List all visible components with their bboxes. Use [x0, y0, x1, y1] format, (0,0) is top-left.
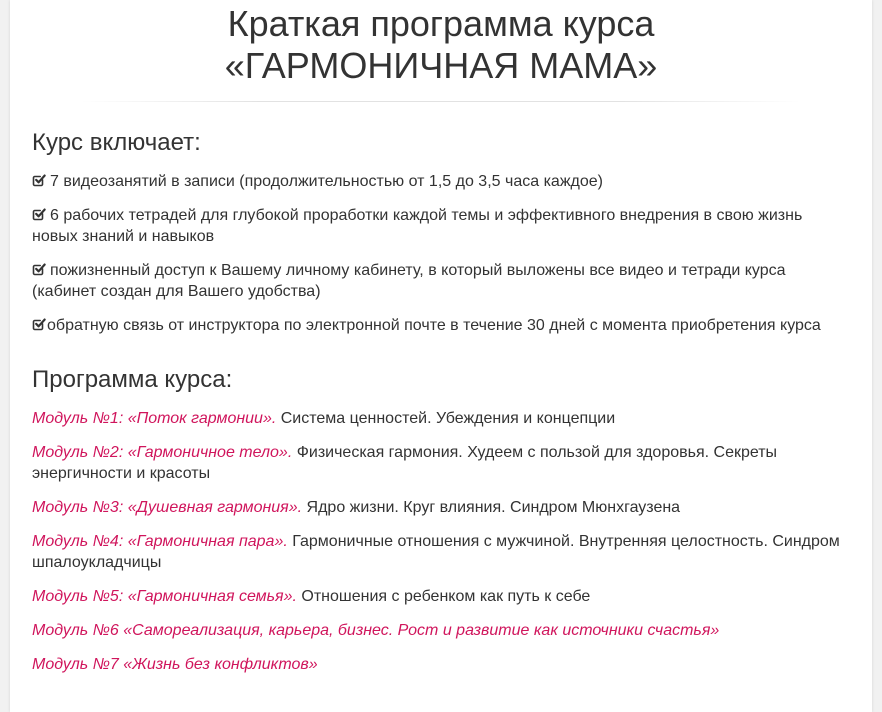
feature-text: 7 видеозанятий в записи (продолжительностью от 1,5 до 3,5 часа каждое): [50, 173, 603, 190]
module-item-2: [32, 442, 852, 484]
modules-list: [32, 408, 852, 675]
module-description: Отношения с ребенком как путь к себе: [296, 588, 591, 605]
module-description: Ядро жизни. Круг влияния. Синдром Мюнхгаузена: [302, 499, 681, 516]
page: [10, 0, 872, 712]
module-description: Система ценностей. Убеждения и концепции: [276, 410, 616, 427]
module-item-6: [32, 620, 852, 641]
module-description: Физическая гармония. Худеем с пользой для здоровья. Секреты энергичности и красоты: [32, 444, 778, 482]
check-square-icon: [32, 207, 46, 221]
check-square-icon: [32, 317, 46, 331]
module-item-4: [32, 531, 852, 573]
module-title: Модуль №3: «Душевная гармония».: [32, 499, 303, 516]
module-title: Модуль №7 «Жизнь без конфликтов»: [32, 656, 318, 673]
program-heading: Программа курса:: [32, 366, 233, 393]
page-title-line-1: Краткая программа курса: [227, 3, 655, 44]
content: [10, 129, 872, 675]
module-title: Модуль №6 «Самореализация, карьера, бизнес. Рост и развитие как источники счастья»: [32, 622, 720, 639]
feature-text: 6 рабочих тетрадей для глубокой проработки каждой темы и эффективного внедрения в свою жизнь новых знаний и навыков: [32, 207, 803, 245]
module-item-1: [32, 408, 852, 429]
feature-item: [32, 315, 852, 336]
module-title: Модуль №2: «Гармоничное тело».: [32, 444, 293, 461]
module-item-3: [32, 497, 852, 518]
feature-item: [32, 171, 852, 192]
feature-text: пожизненный доступ к Вашему личному кабинету, в который выложены все видео и тетради курса (кабинет создан для Вашего удобства): [32, 262, 786, 300]
module-title: Модуль №1: «Поток гармонии».: [32, 410, 277, 427]
feature-item: [32, 260, 852, 302]
feature-item: [32, 205, 852, 247]
page-title-line-2: «ГАРМОНИЧНАЯ МАМА»: [224, 45, 658, 86]
check-square-icon: [32, 262, 46, 276]
feature-text: обратную связь от инструктора по электронной почте в течение 30 дней с момента приобретения курса: [47, 317, 821, 334]
module-title: Модуль №4: «Гармоничная пара».: [32, 533, 288, 550]
module-description: Гармоничные отношения с мужчиной. Внутренняя целостность. Синдром шпалоукладчицы: [32, 533, 840, 571]
includes-heading: Курс включает:: [32, 129, 201, 156]
module-item-5: [32, 586, 852, 607]
module-title: Модуль №5: «Гармоничная семья».: [32, 588, 297, 605]
page-title: [10, 0, 872, 87]
title-divider: [81, 101, 801, 102]
module-item-7: [32, 654, 852, 675]
check-square-icon: [32, 173, 46, 187]
features-list: [32, 171, 852, 336]
